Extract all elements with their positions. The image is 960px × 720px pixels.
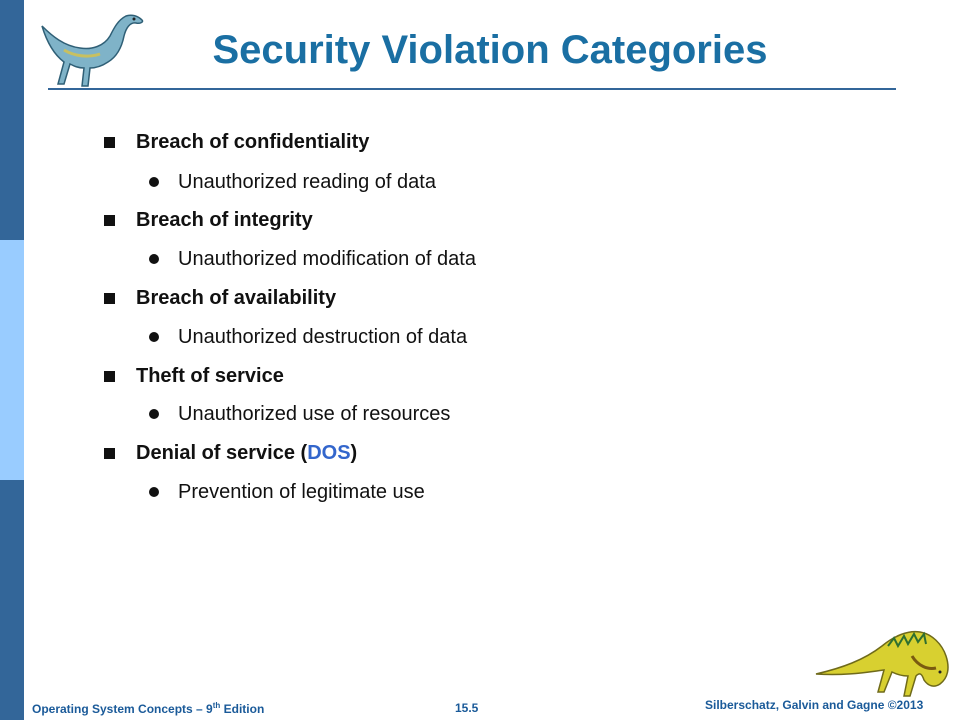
round-bullet-icon xyxy=(149,487,159,497)
dinosaur-icon xyxy=(34,6,148,92)
square-bullet-icon xyxy=(104,371,115,382)
square-bullet-icon xyxy=(104,215,115,226)
slide-title: Security Violation Categories xyxy=(212,28,768,72)
list-item xyxy=(136,130,369,154)
list-item-heading: Breach of integrity xyxy=(136,209,313,231)
sidebar-decoration xyxy=(0,0,24,720)
square-bullet-icon xyxy=(104,137,115,148)
list-subitem xyxy=(178,325,467,349)
dos-acronym: DOS xyxy=(307,442,351,464)
list-subitem xyxy=(178,402,450,426)
sidebar-band-middle xyxy=(0,240,24,480)
sidebar-band-bottom xyxy=(0,480,24,720)
list-subitem xyxy=(178,247,476,271)
list-subitem-text: Unauthorized modification of data xyxy=(178,248,476,270)
list-item xyxy=(136,364,284,388)
footer-page-number: 15.5 xyxy=(455,701,479,715)
square-bullet-icon xyxy=(104,448,115,459)
square-bullet-icon xyxy=(104,293,115,304)
list-item-heading: Breach of confidentiality xyxy=(136,131,370,153)
list-subitem-text: Prevention of legitimate use xyxy=(178,481,425,503)
list-subitem xyxy=(178,480,425,504)
list-subitem xyxy=(178,170,436,194)
list-item-heading-suffix: ) xyxy=(350,442,358,464)
list-subitem-text: Unauthorized destruction of data xyxy=(178,326,468,348)
footer-book-title: Operating System Concepts – 9th Edition xyxy=(32,701,265,716)
round-bullet-icon xyxy=(149,254,159,264)
list-item-heading: Breach of availability xyxy=(136,287,337,309)
round-bullet-icon xyxy=(149,332,159,342)
footer-authors: Silberschatz, Galvin and Gagne ©2013 xyxy=(705,698,924,712)
sidebar-band-top xyxy=(0,0,24,240)
list-subitem-text: Unauthorized use of resources xyxy=(178,403,451,425)
dinosaur-icon xyxy=(812,616,954,700)
list-item xyxy=(136,208,313,232)
list-item xyxy=(136,286,336,310)
list-item-heading: Theft of service xyxy=(136,365,284,387)
list-item xyxy=(136,441,357,465)
list-subitem-text: Unauthorized reading of data xyxy=(178,171,436,193)
title-divider xyxy=(48,88,896,90)
list-item-heading-prefix: Denial of service ( xyxy=(136,442,308,464)
round-bullet-icon xyxy=(149,177,159,187)
round-bullet-icon xyxy=(149,409,159,419)
